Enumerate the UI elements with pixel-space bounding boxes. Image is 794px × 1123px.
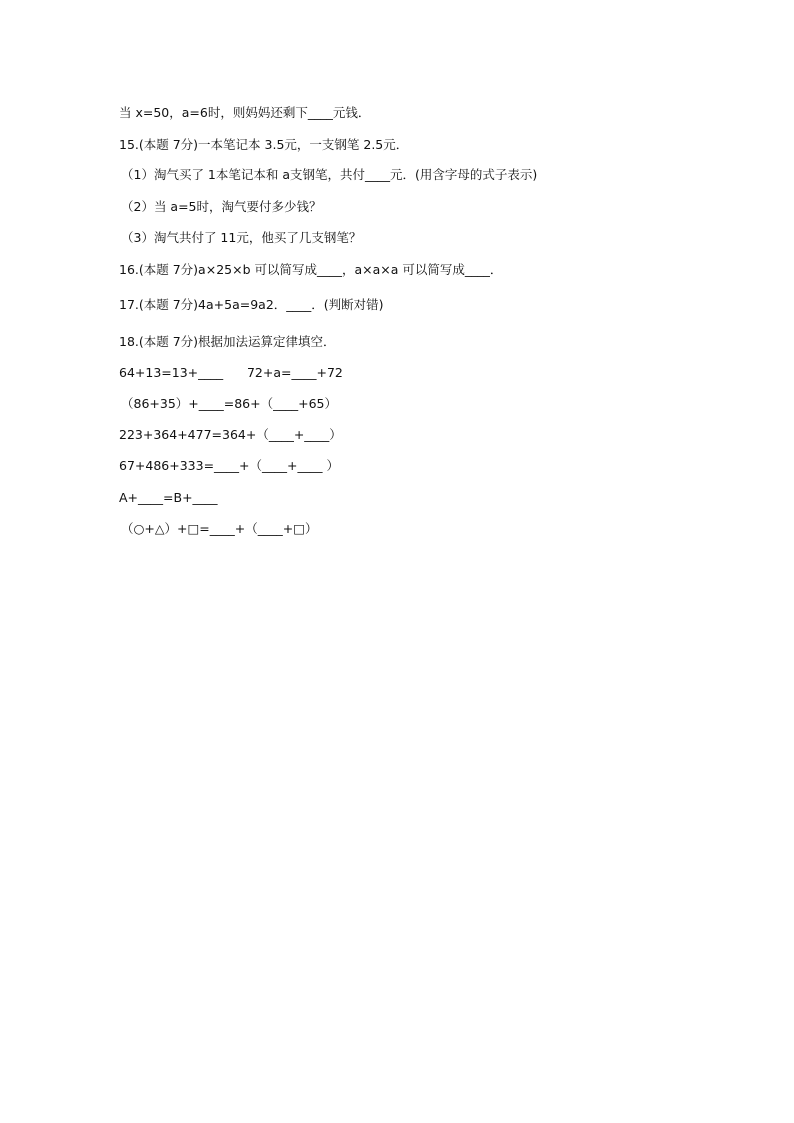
question-18-item-1: 64+13=13+____ 72+a=____+72 <box>119 365 343 380</box>
question-16: 16.(本题 7分)a×25×b 可以简写成____，a×a×a 可以简写成____． <box>119 262 503 277</box>
question-15-stem: 15.(本题 7分)一本笔记本 3.5元，一支钢笔 2.5元． <box>119 137 409 152</box>
question-15-part-3: （3）淘气共付了 11元，他买了几支钢笔？ <box>121 230 362 245</box>
question-18-item-3: 223+364+477=364+（____+____） <box>119 427 342 442</box>
question-15-part-1: （1）淘气买了 1本笔记本和 a支钢笔，共付____元．(用含字母的式子表示) <box>121 167 538 182</box>
question-18-item-4: 67+486+333=____+（____+____ ） <box>119 458 339 473</box>
question-18-item-2: （86+35）+____=86+（____+65） <box>121 396 337 411</box>
question-15-part-2: （2）当 a=5时，淘气要付多少钱？ <box>121 199 322 214</box>
question-18-item-6: （○+△）+□=____+（____+□） <box>121 521 318 536</box>
question-14-tail: 当 x=50，a=6时，则妈妈还剩下____元钱． <box>119 105 371 120</box>
question-18-item-5: A+____=B+____ <box>119 490 218 505</box>
question-18-stem: 18.(本题 7分)根据加法运算定律填空． <box>119 334 336 349</box>
question-17: 17.(本题 7分)4a+5a=9a2．____．(判断对错) <box>119 297 384 312</box>
